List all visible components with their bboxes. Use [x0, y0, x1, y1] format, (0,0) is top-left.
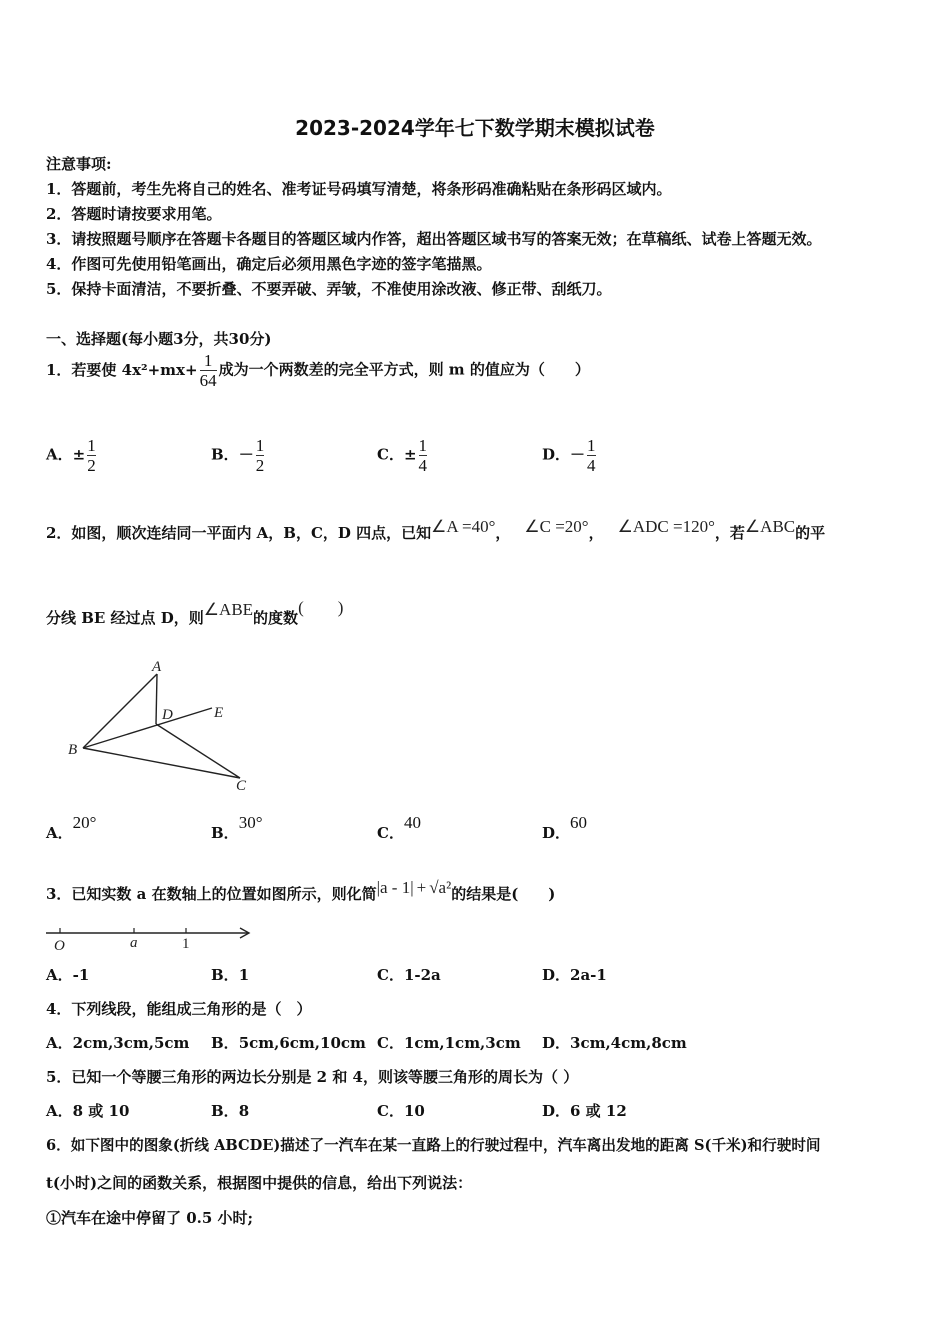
option-label: D．: [542, 966, 571, 984]
q2-option-a[interactable]: [46, 813, 97, 843]
segment-ad: [156, 674, 157, 724]
option-sign: －: [570, 445, 586, 464]
q3-plus-sign: +: [416, 878, 427, 897]
section-heading: 一、选择题(每小题3分，共30分): [46, 330, 272, 348]
point-label-d: D: [162, 707, 173, 723]
option-value: 20°: [72, 813, 97, 832]
frac-num: 1: [87, 436, 96, 455]
option-value: 40: [403, 813, 421, 832]
option-label: A．: [46, 1102, 73, 1120]
frac-den: 2: [255, 456, 265, 475]
q2-geometry-figure: [60, 650, 260, 795]
q5-option-d[interactable]: [542, 1100, 627, 1121]
notice-item: 1．答题前，考生先将自己的姓名、准考证号码填写清楚，将条形码准确粘贴在条形码区域内。: [46, 180, 672, 198]
option-value: 60: [570, 813, 588, 832]
option-label: A．: [46, 1034, 73, 1052]
q4-option-d[interactable]: [542, 1032, 687, 1053]
notice-item: 3．请按照题号顺序在答题卡各题目的答题区域内作答，超出答题区域书写的答案无效；在草稿纸、试卷上答题无效。: [46, 230, 822, 248]
option-value: 1: [238, 966, 250, 984]
q2-answer-paren: ( ): [298, 598, 344, 617]
q4-option-c[interactable]: [377, 1032, 521, 1053]
q2-angle-a: ∠A =40°: [431, 517, 496, 536]
q2-option-b[interactable]: [211, 813, 263, 843]
q2-line2-post: 的度数: [253, 609, 299, 627]
option-value: 2cm,3cm,5cm: [72, 1034, 190, 1052]
option-value: 3cm,4cm,8cm: [570, 1034, 687, 1052]
q2-option-d[interactable]: [542, 813, 588, 843]
q1-option-a[interactable]: [46, 436, 98, 475]
q3-option-b[interactable]: [211, 964, 249, 985]
q3-option-a[interactable]: [46, 964, 89, 985]
q2-comma: ，: [588, 524, 604, 542]
option-fraction: [87, 436, 96, 475]
q2-stem-mid: ，若: [714, 524, 745, 542]
option-fraction: [419, 436, 428, 475]
q2-comma: ，: [495, 524, 511, 542]
q2-angle-abc: ∠ABC: [744, 517, 796, 536]
q2-stem-pre: 2．如图，顺次连结同一平面内 A，B，C，D 四点，已知: [46, 524, 432, 542]
q3-option-d[interactable]: [542, 964, 607, 985]
option-label: D．: [542, 445, 571, 464]
question-1: [46, 351, 590, 390]
q1-option-d[interactable]: [542, 436, 598, 475]
option-value: 8: [238, 1102, 250, 1120]
option-value: 5cm,6cm,10cm: [238, 1034, 366, 1052]
question-2: [46, 517, 826, 543]
option-value: 8 或 10: [72, 1102, 130, 1120]
question-6-line1: 6．如下图中的图象(折线 ABCDE)描述了一汽车在某一直路上的行驶过程中，汽车离出发地的距离 S(千米)和行驶时间: [46, 1137, 821, 1154]
question-4: 4．下列线段，能组成三角形的是（ ）: [46, 1000, 312, 1018]
option-sign: ±: [403, 445, 417, 464]
q5-option-a[interactable]: [46, 1100, 129, 1121]
option-label: D．: [542, 824, 571, 842]
q2-stem-tail: 的平: [795, 524, 826, 542]
option-value: 10: [403, 1102, 425, 1120]
question-2-line2: [46, 598, 344, 628]
q2-line2-pre: 分线 BE 经过点 D，则: [46, 609, 204, 627]
q2-angle-abe: ∠ABE: [203, 600, 254, 619]
frac-num: 1: [203, 351, 213, 370]
q2-angle-c: ∠C =20°: [524, 517, 589, 536]
question-6-item1: ①汽车在途中停留了 0.5 小时;: [46, 1209, 254, 1227]
q3-abs-expression: |a - 1|: [376, 878, 414, 897]
option-label: B．: [211, 1102, 239, 1120]
option-label: B．: [211, 966, 239, 984]
option-label: C．: [377, 824, 404, 842]
point-label-a: A: [152, 659, 162, 675]
option-label: A．: [46, 445, 73, 464]
q5-option-c[interactable]: [377, 1100, 425, 1121]
axis-label-one: 1: [182, 936, 190, 952]
option-value: 2a-1: [570, 966, 607, 984]
option-label: D．: [542, 1102, 571, 1120]
option-value: -1: [72, 966, 90, 984]
page-title: 2023-2024学年七下数学期末模拟试卷: [295, 116, 655, 140]
frac-den: 4: [587, 456, 596, 475]
option-label: C．: [377, 1102, 404, 1120]
q5-option-b[interactable]: [211, 1100, 249, 1121]
q3-stem-post: 的结果是( ): [451, 885, 556, 903]
q3-number-line: [44, 920, 256, 954]
point-label-b: B: [68, 742, 78, 758]
point-label-e: E: [214, 705, 224, 721]
q4-option-b[interactable]: [211, 1032, 366, 1053]
q4-option-a[interactable]: [46, 1032, 189, 1053]
option-value: 1-2a: [403, 966, 441, 984]
frac-den: 2: [87, 456, 96, 475]
q3-stem-pre: 3．已知实数 a 在数轴上的位置如图所示，则化简: [46, 885, 377, 903]
option-value: 1cm,1cm,3cm: [403, 1034, 521, 1052]
option-fraction: [587, 436, 596, 475]
option-sign: －: [238, 445, 254, 464]
option-label: C．: [377, 1034, 404, 1052]
q1-option-c[interactable]: [377, 436, 429, 475]
notice-item: 5．保持卡面清洁，不要折叠、不要弄破、弄皱，不准使用涂改液、修正带、刮纸刀。: [46, 280, 612, 298]
option-value: 6 或 12: [570, 1102, 627, 1120]
q1-stem-pre: 1．若要使 4x²+mx+: [46, 360, 198, 379]
option-sign: ±: [72, 445, 86, 464]
q1-stem-post: 成为一个两数差的完全平方式，则 m 的值应为（ ）: [218, 360, 590, 379]
option-label: C．: [377, 966, 404, 984]
q3-sqrt-expression: √a²: [429, 878, 452, 897]
option-label: C．: [377, 445, 404, 464]
option-label: B．: [211, 1034, 239, 1052]
frac-den: 64: [199, 371, 217, 390]
frac-num: 1: [255, 436, 265, 455]
option-fraction: [256, 436, 265, 475]
q2-angle-adc: ∠ADC =120°: [617, 517, 715, 536]
point-label-c: C: [236, 778, 247, 794]
option-label: B．: [211, 824, 239, 842]
frac-num: 1: [587, 436, 596, 455]
option-label: B．: [211, 445, 239, 464]
q1-option-b[interactable]: [211, 436, 266, 475]
option-label: A．: [46, 824, 73, 842]
q2-option-c[interactable]: [377, 813, 421, 843]
question-5: 5．已知一个等腰三角形的两边长分别是 2 和 4，则该等腰三角形的周长为（ ）: [46, 1068, 579, 1086]
notice-heading: 注意事项:: [46, 155, 112, 173]
option-label: D．: [542, 1034, 571, 1052]
option-value: 30°: [238, 813, 263, 832]
notice-item: 4．作图可先使用铅笔画出，确定后必须用黑色字迹的签字笔描黑。: [46, 255, 492, 273]
notice-item: 2．答题时请按要求用笔。: [46, 205, 222, 223]
axis-label-a: a: [130, 935, 138, 951]
question-3: [46, 878, 556, 904]
axis-label-origin: O: [54, 938, 65, 954]
option-label: A．: [46, 966, 73, 984]
q1-fraction: [200, 351, 217, 390]
question-6-line2: t(小时)之间的函数关系，根据图中提供的信息，给出下列说法：: [46, 1174, 473, 1192]
frac-num: 1: [418, 436, 428, 455]
q3-option-c[interactable]: [377, 964, 441, 985]
frac-den: 4: [418, 456, 428, 475]
